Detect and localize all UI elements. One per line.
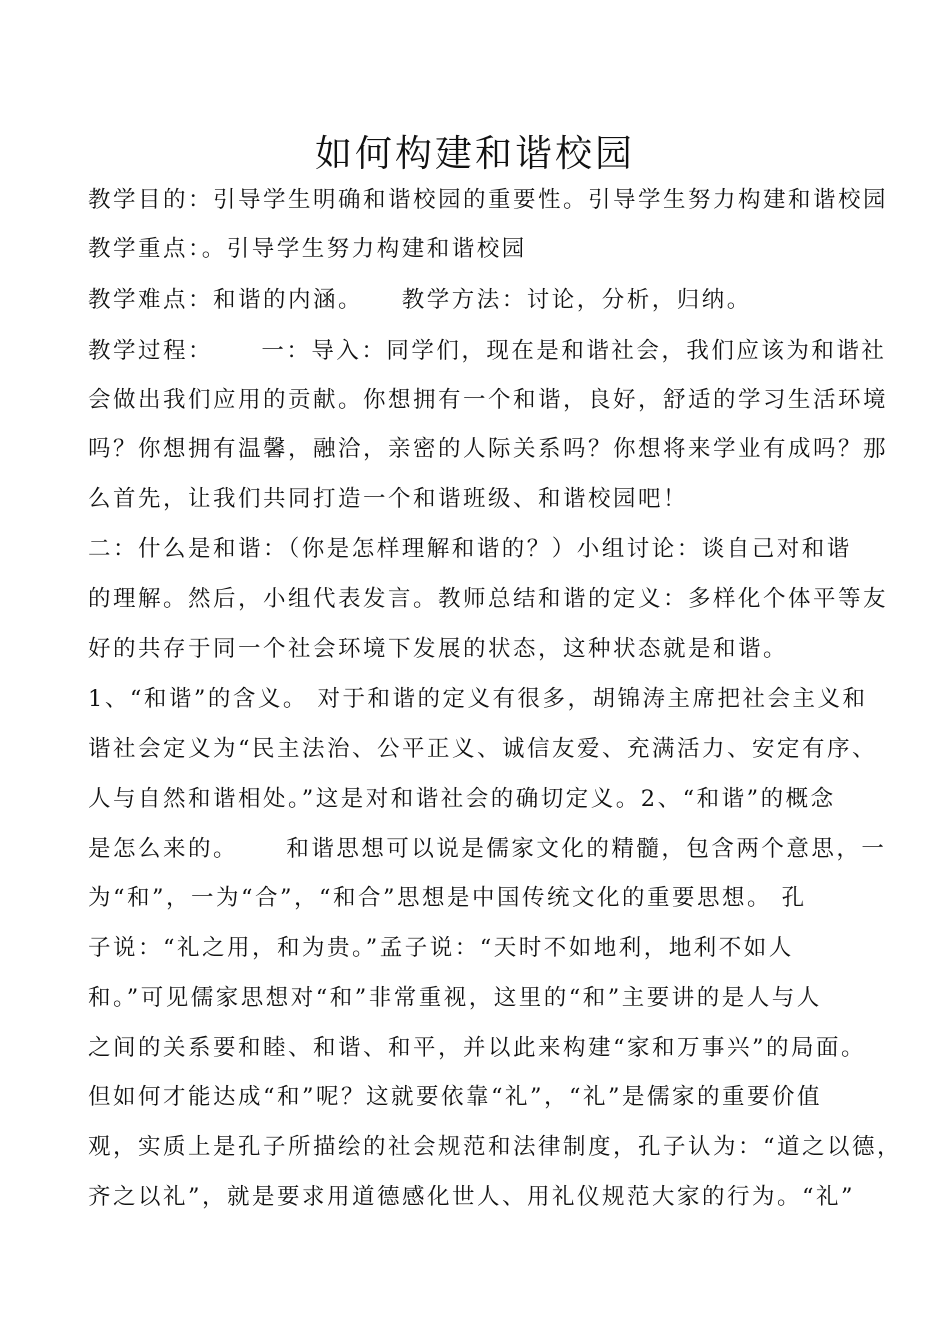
body-line: 谐社会定义为“民主法治、公平正义、诚信友爱、充满活力、安定有序、 — [88, 736, 878, 762]
body-line: 好的共存于同一个社会环境下发展的状态，这种状态就是和谐。 — [88, 636, 789, 662]
body-line: 观，实质上是孔子所描绘的社会规范和法律制度，孔子认为：“道之以德， — [88, 1134, 903, 1160]
body-line: 会做出我们应用的贡献。你想拥有一个和谐，良好，舒适的学习生活环境 — [88, 387, 889, 413]
body-line: 是怎么来的。 和谐思想可以说是儒家文化的精髓，包含两个意思，一 — [88, 836, 887, 862]
body-line: 人与自然和谐相处。”这是对和谐社会的确切定义。2、“和谐”的概念 — [88, 786, 836, 812]
body-line: 1、“和谐”的含义。 对于和谐的定义有很多，胡锦涛主席把社会主义和 — [88, 686, 868, 712]
body-line: 子说：“礼之用，和为贵。”孟子说：“天时不如地利，地利不如人 — [88, 935, 794, 961]
document-title: 如何构建和谐校园 — [315, 132, 635, 175]
body-line: 齐之以礼”，就是要求用道德感化世人、用礼仪规范大家的行为。“礼” — [88, 1184, 856, 1210]
body-line: 和。”可见儒家思想对“和”非常重视，这里的“和”主要讲的是人与人 — [88, 985, 822, 1011]
body-line: 教学目的：引导学生明确和谐校园的重要性。引导学生努力构建和谐校园 — [88, 187, 889, 213]
body-line: 为“和”，一为“合”，“和合”思想是中国传统文化的重要思想。 孔 — [88, 885, 807, 911]
body-line: 二：什么是和谐：（你是怎样理解和谐的？）小组讨论：谈自己对和谐 — [88, 536, 852, 562]
body-line: 教学过程： 一：导入：同学们，现在是和谐社会，我们应该为和谐社 — [88, 338, 887, 364]
body-line: 么首先，让我们共同打造一个和谐班级、和谐校园吧！ — [88, 486, 689, 512]
body-line: 但如何才能达成“和”呢？这就要依靠“礼”，“礼”是儒家的重要价值 — [88, 1084, 823, 1110]
body-line: 吗？你想拥有温馨，融洽，亲密的人际关系吗？你想将来学业有成吗？那 — [88, 436, 889, 462]
body-line: 教学重点：。引导学生努力构建和谐校园 — [88, 236, 527, 262]
body-line: 之间的关系要和睦、和谐、和平，并以此来构建“家和万事兴”的局面。 — [88, 1035, 867, 1061]
body-line: 教学难点：和谐的内涵。 教学方法：讨论，分析，归纳。 — [88, 287, 752, 313]
body-line: 的理解。然后，小组代表发言。教师总结和谐的定义：多样化个体平等友 — [88, 586, 889, 612]
